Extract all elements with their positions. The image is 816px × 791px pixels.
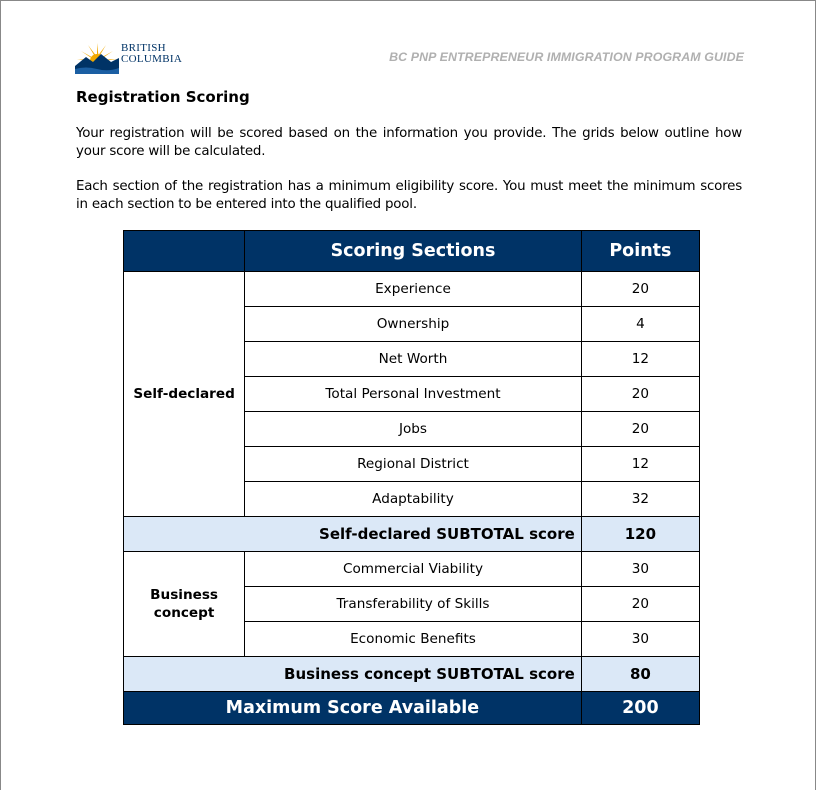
eligibility-paragraph: Each section of the registration has a minimum eligibility score. You must meet the minimum scores in each section to be entered into the qualified pool.: [76, 179, 742, 212]
row-points: 30: [581, 622, 699, 657]
row-points: 20: [581, 587, 699, 622]
row-section: Ownership: [245, 307, 582, 342]
row-points: 30: [581, 552, 699, 587]
subtotal-points: 120: [581, 517, 699, 552]
row-section: Economic Benefits: [245, 622, 582, 657]
subtotal-points: 80: [581, 657, 699, 692]
scoring-table: [123, 230, 700, 725]
header-blank-cell: [124, 231, 245, 272]
row-section: Commercial Viability: [245, 552, 582, 587]
subtotal-label: Self-declared SUBTOTAL score: [124, 517, 582, 552]
row-points: 20: [581, 412, 699, 447]
maximum-score-label: Maximum Score Available: [124, 692, 582, 725]
header-scoring-sections: Scoring Sections: [245, 231, 582, 272]
row-section: Regional District: [245, 447, 582, 482]
group-label-self-declared: Self-declared: [124, 272, 245, 517]
subtotal-row-self-declared: [124, 517, 700, 552]
group-label-text: Business concept: [150, 587, 219, 621]
row-section: Experience: [245, 272, 582, 307]
row-points: 32: [581, 482, 699, 517]
table-row: [124, 552, 700, 587]
header-points: Points: [581, 231, 699, 272]
brand-line1: BRITISH: [121, 42, 166, 54]
bc-logo: [74, 40, 194, 74]
table-row: [124, 272, 700, 307]
intro-paragraph: Your registration will be scored based on the information you provide. The grids below outline how your score will be calculated.: [76, 126, 742, 159]
table-header-row: [124, 231, 700, 272]
row-section: Net Worth: [245, 342, 582, 377]
subtotal-label: Business concept SUBTOTAL score: [124, 657, 582, 692]
subtotal-row-business-concept: [124, 657, 700, 692]
row-points: 12: [581, 342, 699, 377]
row-points: 4: [581, 307, 699, 342]
brand-wordmark: [121, 43, 182, 65]
brand-line2: COLUMBIA: [121, 53, 183, 65]
row-section: Transferability of Skills: [245, 587, 582, 622]
row-points: 20: [581, 272, 699, 307]
row-section: Total Personal Investment: [245, 377, 582, 412]
row-section: Adaptability: [245, 482, 582, 517]
guide-header-title: BC PNP ENTREPRENEUR IMMIGRATION PROGRAM GUIDE: [389, 50, 744, 64]
bc-sun-mountain-icon: [74, 40, 120, 74]
row-section: Jobs: [245, 412, 582, 447]
row-points: 20: [581, 377, 699, 412]
maximum-score-points: 200: [581, 692, 699, 725]
section-heading: Registration Scoring: [76, 88, 250, 106]
group-label-business-concept: [124, 552, 245, 657]
maximum-score-row: [124, 692, 700, 725]
row-points: 12: [581, 447, 699, 482]
